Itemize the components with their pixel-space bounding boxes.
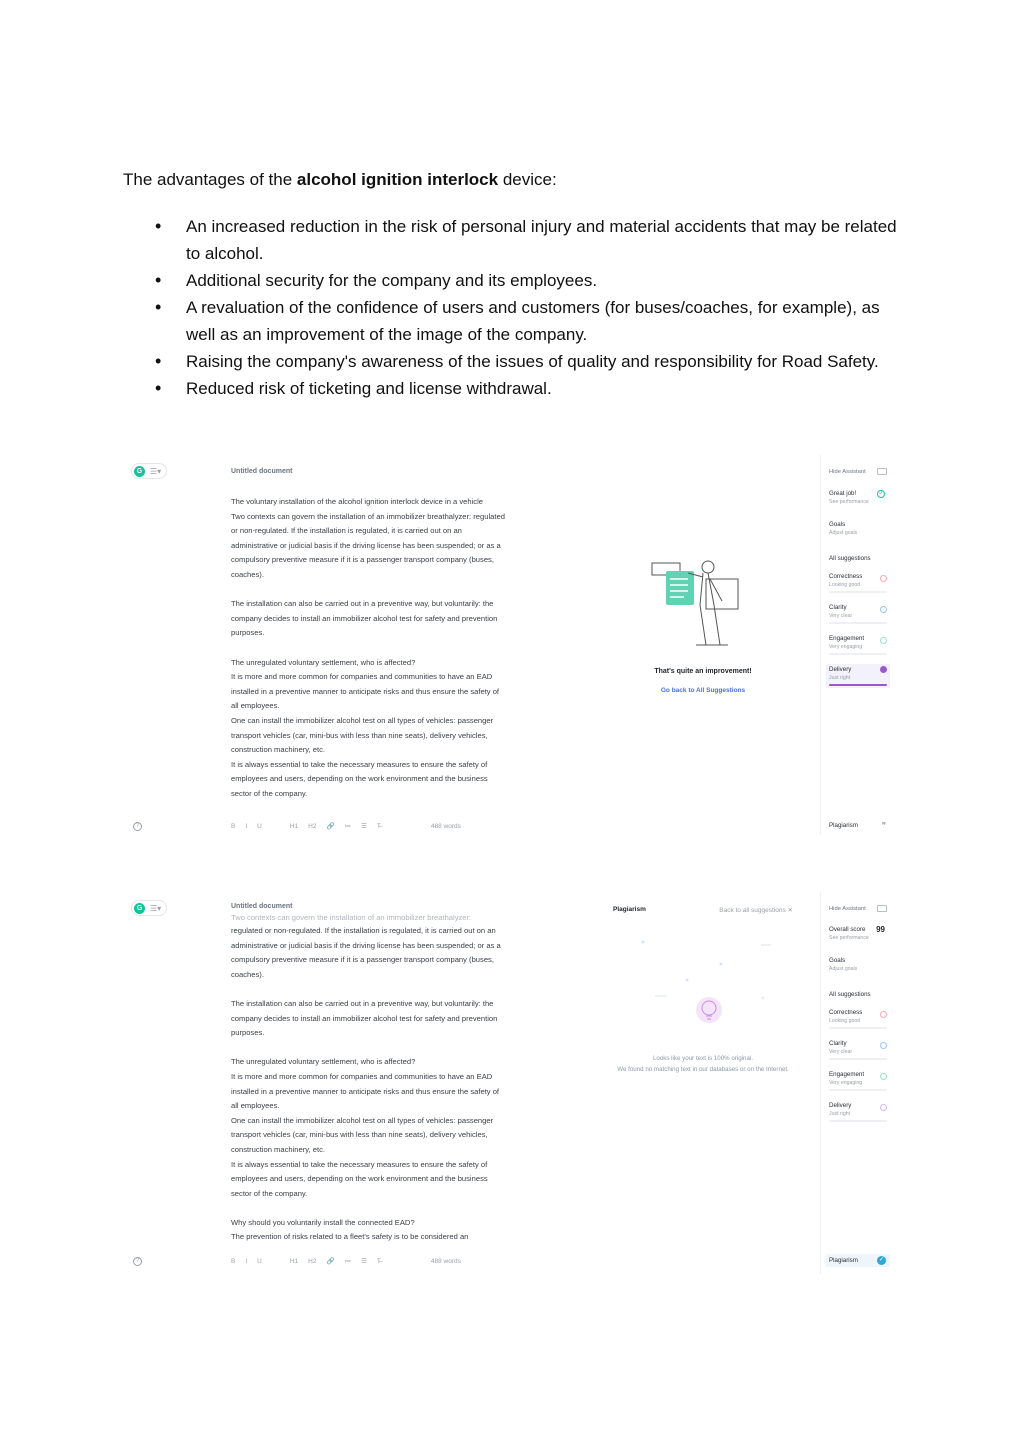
- clarity-dot-icon: [880, 1042, 887, 1049]
- partial-line: Two contexts can govern the installation of an immobilizer breathalyzer:: [231, 914, 472, 922]
- all-suggestions-item[interactable]: All suggestions: [829, 991, 871, 998]
- italic-button[interactable]: I: [245, 1257, 248, 1265]
- list-item: • Raising the company's awareness of the issues of quality and responsibility for Road Safety.: [155, 348, 900, 375]
- engagement-item[interactable]: Engagement Very engaging: [829, 635, 887, 655]
- engagement-dot-icon: [880, 1073, 887, 1080]
- doc-title[interactable]: Untitled document: [231, 468, 293, 475]
- bold-button[interactable]: B: [231, 1257, 236, 1265]
- link-icon[interactable]: 🔗: [326, 823, 335, 830]
- clear-format-icon[interactable]: T̶: [376, 1257, 381, 1265]
- delivery-item[interactable]: Delivery Just right: [829, 1102, 887, 1122]
- all-suggestions-item[interactable]: All suggestions: [829, 555, 871, 562]
- paragraph: The voluntary installation of the alcohol ignition interlock device in a vehicle Two contexts can govern the installation of an immobilizer breathalyzer: regulated or non-regulated. If the installation is regulated, it is carried out on an administrative or judicial basis if the driving license has been suspended; or as a compulsory preventive measure if it is a passenger transport company (buses, coaches).: [231, 497, 505, 579]
- paragraph: The unregulated voluntary settlement, who is affected? It is more and more common for companies and communities to have an EAD installed in a preventive manner to anticipate risks and thus ensure the safety of all employees. One can install the immobilizer alcohol test on all types of vehicles: passenger transport vehicles (car, mini-bus with less than nine seats), delivery vehicles, construction machinery, etc. It is always essential to take the necessary measures to ensure the safety of employees and users, depending on the work environment and the business sector of the company.: [231, 1057, 500, 1198]
- underline-button[interactable]: U: [257, 1257, 262, 1265]
- format-toolbar: [231, 822, 461, 830]
- close-icon[interactable]: ✕: [787, 907, 793, 914]
- panel-icon: [877, 468, 887, 475]
- plagiarism-title: Plagiarism: [613, 906, 646, 913]
- paragraph: regulated or non-regulated. If the installation is regulated, it is carried out on an administrative or judicial basis if the driving license has been suspended; or as a compulsory preventive measure if it is a passenger transport company (buses, coaches).: [231, 926, 501, 979]
- original-message: Looks like your text is 100% original.: [652, 1055, 754, 1062]
- assistant-sidebar: [820, 455, 893, 835]
- delivery-item[interactable]: Delivery Just right: [826, 664, 890, 688]
- help-icon[interactable]: ?: [133, 822, 142, 831]
- improvement-panel: [613, 668, 793, 694]
- list-item: • An increased reduction in the risk of personal injury and material accidents that may be related to alcohol.: [155, 213, 900, 267]
- bullet-list-icon[interactable]: ☰: [361, 823, 367, 830]
- paragraph: The installation can also be carried out in a preventive way, but voluntarily: the company decides to install an immobilizer alcohol test for safety and prevention purposes.: [231, 998, 498, 1038]
- intro-bold: alcohol ignition interlock: [296, 170, 499, 189]
- grammarly-icon: G: [134, 466, 145, 477]
- clarity-dot-icon: [880, 606, 887, 613]
- format-toolbar: [231, 1257, 461, 1265]
- no-match-message: We found no matching text in our databases or on the Internet.: [617, 1066, 789, 1073]
- menu-icon: ☰▾: [150, 467, 162, 476]
- grammarly-logo[interactable]: [131, 463, 167, 479]
- back-to-suggestions-link[interactable]: Back to all suggestions ✕: [719, 907, 793, 914]
- bold-button[interactable]: B: [231, 822, 236, 830]
- quote-icon: ❞: [881, 821, 886, 830]
- clarity-item[interactable]: Clarity Very clear: [829, 1040, 887, 1060]
- hide-assistant-button[interactable]: Hide Assistant: [829, 906, 887, 912]
- editor-screenshot-2: [123, 892, 893, 1274]
- goals-item[interactable]: Goals Adjust goals: [829, 957, 858, 972]
- delivery-check-icon: [880, 666, 887, 673]
- assistant-sidebar: [820, 892, 893, 1274]
- menu-icon: ☰▾: [150, 904, 162, 913]
- hide-assistant-button[interactable]: Hide Assistant: [829, 469, 887, 475]
- doc-body[interactable]: [231, 914, 506, 1246]
- panel-icon: [877, 905, 887, 912]
- plagiarism-item[interactable]: Plagiarism ✓: [826, 1254, 890, 1267]
- check-icon: ✓: [878, 491, 884, 497]
- check-icon: ✓: [878, 1257, 885, 1263]
- delivery-dot-icon: [880, 1104, 887, 1111]
- clear-format-icon[interactable]: T̶: [376, 822, 381, 830]
- ordered-list-icon[interactable]: ≔: [344, 1258, 352, 1265]
- grammarly-logo[interactable]: [131, 900, 167, 916]
- list-item: • Reduced risk of ticketing and license withdrawal.: [155, 375, 900, 402]
- word-count[interactable]: 488 words: [430, 822, 461, 830]
- correctness-dot-icon: [880, 575, 887, 582]
- improvement-title: That's quite an improvement!: [654, 668, 752, 675]
- doc-title[interactable]: Untitled document: [231, 903, 293, 910]
- h2-button[interactable]: H2: [308, 1257, 317, 1265]
- intro-text: The advantages of the alcohol ignition interlock device:: [123, 170, 557, 189]
- goals-item[interactable]: Goals Adjust goals: [829, 521, 858, 536]
- advantages-list: [155, 213, 900, 402]
- bullet-list-icon[interactable]: ☰: [361, 1258, 367, 1265]
- paragraph: The unregulated voluntary settlement, who is affected? It is more and more common for companies and communities to have an EAD installed in a preventive manner to anticipate risks and thus ensure the safety of all employees. One can install the immobilizer alcohol test on all types of vehicles: passenger transport vehicles (car, mini-bus with less than nine seats), delivery vehicles, construction machinery, etc. It is always essential to take the necessary measures to ensure the safety of employees and users, depending on the work environment and the business sector of the company.: [231, 657, 500, 798]
- word-count[interactable]: 488 words: [430, 1257, 461, 1265]
- overall-score-item[interactable]: Overall score See performance 99: [829, 925, 885, 941]
- underline-button[interactable]: U: [257, 822, 262, 830]
- plagiarism-result: [603, 1053, 803, 1075]
- h2-button[interactable]: H2: [308, 822, 317, 830]
- editor-screenshot-1: [123, 455, 893, 835]
- plagiarism-item[interactable]: Plagiarism ❞: [829, 821, 886, 830]
- engagement-item[interactable]: Engagement Very engaging: [829, 1071, 887, 1091]
- correctness-item[interactable]: Correctness Looking good: [829, 1009, 887, 1029]
- correctness-dot-icon: [880, 1011, 887, 1018]
- paragraph: The installation can also be carried out in a preventive way, but voluntarily: the company decides to install an immobilizer alcohol test for safety and prevention purposes.: [231, 599, 498, 638]
- performance-item[interactable]: Great job! See performance ✓: [829, 490, 884, 505]
- paragraph: Why should you voluntarily install the connected EAD? The prevention of risks related to a fleet's safety is to be considered an: [231, 1217, 469, 1242]
- italic-button[interactable]: I: [245, 822, 248, 830]
- help-icon[interactable]: ?: [133, 1257, 142, 1266]
- back-to-suggestions-link[interactable]: Go back to All Suggestions: [660, 687, 746, 694]
- h1-button[interactable]: H1: [289, 1257, 299, 1265]
- correctness-item[interactable]: Correctness Looking good: [829, 573, 887, 593]
- list-item: • Additional security for the company and its employees.: [155, 267, 900, 294]
- ordered-list-icon[interactable]: ≔: [344, 823, 352, 830]
- clarity-item[interactable]: Clarity Very clear: [829, 604, 887, 624]
- link-icon[interactable]: 🔗: [326, 1258, 335, 1265]
- doc-body[interactable]: [231, 495, 506, 815]
- list-item: • A revaluation of the confidence of users and customers (for buses/coaches, for example), as well as an improvement of the image of the company.: [155, 294, 900, 348]
- h1-button[interactable]: H1: [289, 822, 299, 830]
- engagement-dot-icon: [880, 637, 887, 644]
- overall-score-value: 99: [876, 925, 885, 934]
- person-with-board-illustration: [648, 555, 743, 650]
- grammarly-icon: G: [134, 903, 145, 914]
